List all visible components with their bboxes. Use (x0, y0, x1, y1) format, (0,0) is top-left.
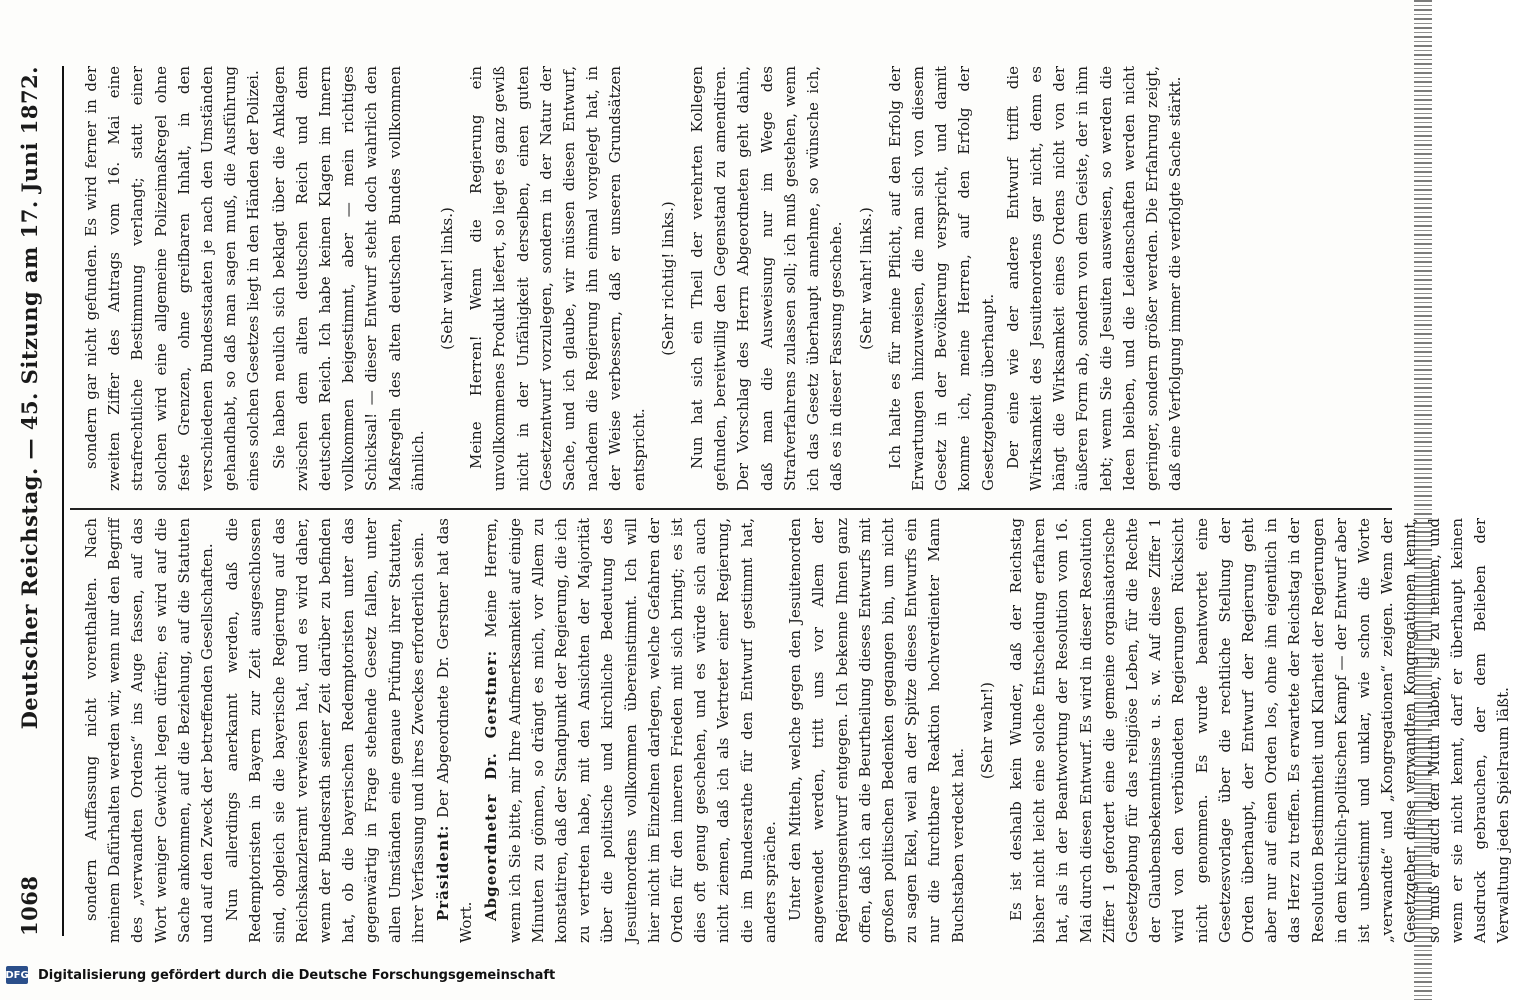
page-number: 1068 (16, 875, 42, 936)
paragraph: Unter den Mitteln, welche gegen den Jesuitenorden angewendet werden, tritt uns vor Allem der Regierungsentwurf entgegen. Ich bekenne Ihnen ganz offen, daß ich an die Beurtheilung dieses Entwurfs mit großen politischen Bedenken gegangen bin, um nicht zu sagen Ekel, weil an der Spitze dieses Entwurfs ein nur die furchtbare Reaktion hochverdienter Mann Buchstaben verdeckt hat. (786, 518, 967, 943)
interjection: (Sehr richtig! links.) (658, 201, 677, 356)
paragraph: sondern Auffassung nicht vorenthalten. Nach meinem Dafürhalten werden wir, wenn nur den Begriff des „verwandten Ordens“ ins Auge fassen, auf das Wort weniger Gewicht legen dürfen; es wird auf die Sache ankommen, auf die Beziehung, auf die Statuten und auf den Zweck der betreffenden Gesellschaften. (82, 518, 217, 943)
speech-text: Der Abgeordnete Dr. Gerstner hat das Wort. (434, 518, 476, 943)
dfg-logo: DFG (6, 966, 28, 984)
interjection: (Sehr wahr! links.) (856, 207, 875, 350)
running-title: Deutscher Reichstag. — 45. Sitzung am 17. Juni 1872. (16, 66, 42, 730)
paragraph: Sie haben neulich sich beklagt über die Anklagen zwischen dem alten deutschen Reich und dem deutschen Reich. Ich habe keinen Klagen im Innern vollkommen beigestimmt, aber — mein richtiges Schicksal! — dieser Entwurf steht doch wahrlich den Maßregeln des alten deutschen Bundes vollkommen ähnlich. (269, 66, 427, 491)
paragraph: Nun allerdings anerkannt werden, daß die Redemptoristen in Bayern zur Zeit ausgeschlossen sind, obgleich sie die bayerische Regierung auf das Reichskanzleramt verwiesen hat, und es wird daher, wenn der Bundesrath seiner Zeit darüber zu befinden hat, ob die bayerischen Redemptoristen unter das gegenwärtig in Frage stehende Gesetz fallen, unter allen Umständen eine genaue Prüfung ihrer Statuten, ihrer Verfassung und ihres Zweckes erforderlich sein. (223, 518, 427, 943)
text-column-left (80, 66, 1380, 491)
paragraph: Es ist deshalb kein Wunder, daß der Reichstag bisher nicht leicht eine solche Entscheidung erfahren hat, als in der Beantwortung der Resolution vom 16. Mai durch diesen Entwurf. Es wird in dieser Resolution Ziffer 1 gefordert eine die gemeine organisatorische Gesetzgebung für das religiöse Leben, für die Rechte der Glaubensbekenntnisse u. s. w. Auf diese Ziffer 1 wird von den verbündeten Regierungen Rücksicht nicht genommen. Es wurde beantwortet eine Gesetzesvorlage über die rechtliche Stellung der Orden überhaupt, der Entwurf der Regierung geht aber nur auf einen Orden los, ohne ihn eigentlich in das Herz zu treffen. Es erwartete der Reichstag in der Resolution Bestimmtheit und Klarheit der Regierungen in dem kirchlich-politischen Kampf — der Entwurf aber ist unbestimmt und unklar, wie schon die Worte „verwandte“ und „Kongregationen“ zeigen. Wenn der Gesetzgeber diese verwandten Kongregationen kennt, so muß er auch den Muth haben, sie zu nennen, und wenn er sie nicht kennt, darf er überhaupt keinen Ausdruck gebrauchen, der dem Belieben der Verwaltung jeden Spielraum läßt. (1006, 518, 1513, 943)
speaker-paragraph (432, 518, 478, 943)
interjection: (Sehr wahr! links.) (438, 207, 457, 350)
paragraph: Nun hat sich ein Theil der verehrten Kollegen gefunden, bereitwillig den Gegenstand zu amendiren. Der Vorschlag des Herrn Abgeordneten geht dahin, daß man die Ausweisung nur im Wege des Strafverfahrens zulassen soll; ich muß gestehen, wenn ich das Gesetz überhaupt annehme, so wünsche ich, daß es in dieser Fassung geschehe. (688, 66, 846, 491)
speaker-name: Abgeordneter Dr. Gerstner: (482, 649, 501, 921)
speaker-name: Präsident: (434, 824, 453, 921)
text-column-right (80, 518, 1513, 943)
paragraph: Meine Herren! Wenn die Regierung ein unvollkommenes Produkt liefert, so liegt es ganz gewiß nicht in der Unfähigkeit derselben, einen guten Gesetzentwurf vorzulegen, sondern in der Natur der Sache, und ich glaube, wir müssen diesen Entwurf, nachdem die Regierung ihn einmal vorgelegt hat, in der Weise verbessern, daß er unseren Grundsätzen entspricht. (467, 66, 648, 491)
interjection: (Sehr wahr!) (977, 681, 996, 780)
header-rule (62, 66, 64, 936)
speaker-paragraph (480, 518, 782, 943)
paragraph: Der eine wie der andere Entwurf trifft die Wirksamkeit des Jesuitenordens gar nicht, denn es hängt die Wirksamkeit eines Ordens nicht von der äußeren Form ab, sondern von dem Geiste, der in ihm lebt; wenn Sie die Jesuiten ausweisen, so werden die Ideen bleiben, und die Leidenschaften werden nicht geringer, sondern größer werden. Die Erfahrung zeigt, daß eine Verfolgung immer die verfolgte Sache stärkt. (1003, 66, 1185, 491)
page-header (14, 66, 44, 936)
speech-text: Meine Herren, wenn ich Sie bitte, mir Ihre Aufmerksamkeit auf einige Minuten zu gönnen, so drängt es mich, vor Allem zu konstatiren, daß der Standpunkt der Regierung, die ich zu vertreten habe, mit den Ansichten der Majorität über die politische und kirchliche Bedeutung des Jesuitenordens vollkommen übereinstimmt. Ich will hier nicht im Einzelnen darlegen, welche Gefahren der Orden für den inneren Frieden mit sich bringt; es ist dies oft genug geschehen, und es würde sich auch nicht ziemen, daß ich als Vertreter einer Regierung, die im Bundesrathe für den Entwurf gestimmt hat, anders spräche. (482, 518, 779, 943)
digitization-credit (6, 966, 555, 984)
column-divider (70, 508, 1392, 510)
credit-text: Digitalisierung gefördert durch die Deutsche Forschungsgemeinschaft (38, 967, 556, 983)
paragraph: sondern gar nicht gefunden. Es wird ferner in der zweiten Ziffer des Antrags vom 16. Mai eine strafrechtliche Bestimmung verlangt; statt einer solchen wird eine allgemeine Polizeimaßregel ohne feste Grenzen, ohne greifbaren Inhalt, in den verschiedenen Bundesstaaten je nach den Umständen gehandhabt, so daß man sagen muß, die Ausführung eines solchen Gesetzes liegt in den Händen der Polizei. (82, 66, 263, 491)
paragraph: Ich halte es für meine Pflicht, auf den Erfolg der Erwartungen hinzuweisen, die man sich von diesem Gesetz in der Bevölkerung verspricht, und damit komme ich, meine Herren, auf den Erfolg der Gesetzgebung überhaupt. (885, 66, 997, 491)
